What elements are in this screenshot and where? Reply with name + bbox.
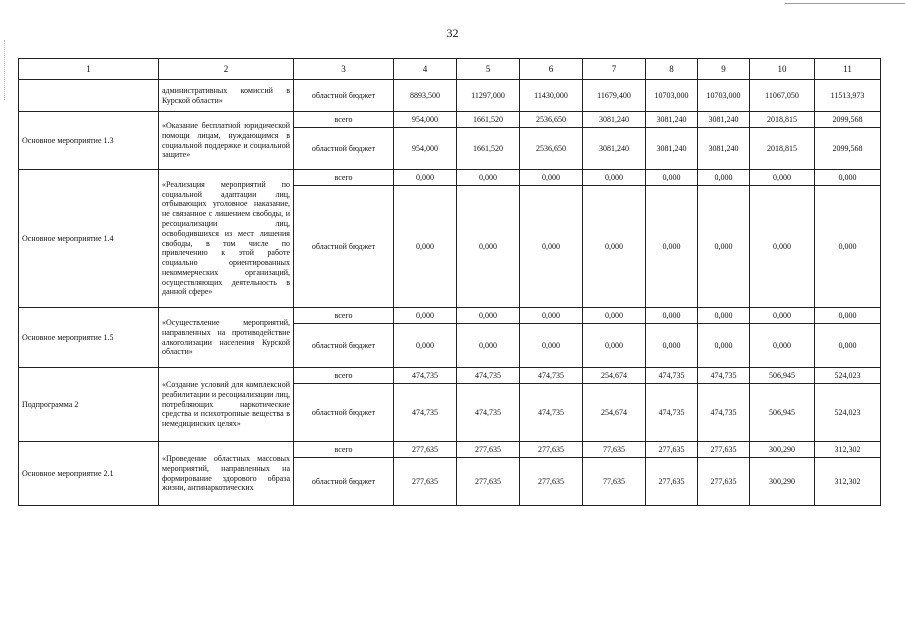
value-cell: 10703,000	[698, 80, 750, 112]
value-cell: 277,635	[394, 442, 457, 458]
funding-source: всего	[294, 170, 394, 186]
funding-source: областной бюджет	[294, 128, 394, 170]
column-header: 6	[520, 59, 583, 80]
value-cell: 1661,520	[457, 112, 520, 128]
value-cell: 312,302	[815, 458, 881, 506]
funding-source: областной бюджет	[294, 324, 394, 368]
value-cell: 0,000	[815, 170, 881, 186]
value-cell: 0,000	[646, 186, 698, 308]
value-cell: 0,000	[750, 324, 815, 368]
funding-source: всего	[294, 112, 394, 128]
value-cell: 524,023	[815, 384, 881, 442]
value-cell: 0,000	[583, 308, 646, 324]
value-cell: 0,000	[394, 324, 457, 368]
value-cell: 474,735	[520, 368, 583, 384]
value-cell: 0,000	[815, 308, 881, 324]
value-cell: 2099,568	[815, 112, 881, 128]
value-cell: 0,000	[457, 324, 520, 368]
value-cell: 77,635	[583, 458, 646, 506]
value-cell: 3081,240	[583, 112, 646, 128]
column-header: 3	[294, 59, 394, 80]
value-cell: 254,674	[583, 368, 646, 384]
value-cell: 300,290	[750, 458, 815, 506]
value-cell: 0,000	[520, 186, 583, 308]
value-cell: 2536,650	[520, 128, 583, 170]
value-cell: 277,635	[457, 442, 520, 458]
value-cell: 0,000	[646, 308, 698, 324]
value-cell: 474,735	[698, 384, 750, 442]
program-description: «Проведение областных массовых мероприятий, направленных на формирование здорового образа жизни, антинаркотических	[159, 442, 294, 506]
funding-source: областной бюджет	[294, 458, 394, 506]
value-cell: 277,635	[698, 442, 750, 458]
value-cell: 312,302	[815, 442, 881, 458]
funding-source: областной бюджет	[294, 186, 394, 308]
column-header: 5	[457, 59, 520, 80]
value-cell: 0,000	[646, 170, 698, 186]
value-cell: 0,000	[815, 324, 881, 368]
value-cell: 0,000	[394, 170, 457, 186]
value-cell: 77,635	[583, 442, 646, 458]
value-cell: 3081,240	[698, 112, 750, 128]
program-description: «Осуществление мероприятий, направленных на противодействие алкоголизации населения Курской области»	[159, 308, 294, 368]
value-cell: 254,674	[583, 384, 646, 442]
column-header: 8	[646, 59, 698, 80]
program-name	[19, 80, 159, 112]
program-description: «Создание условий для комплексной реабилитации и ресоциализации лиц, потребляющих наркотические средства и психотропные вещества в немедицинских целях»	[159, 368, 294, 442]
column-header: 7	[583, 59, 646, 80]
value-cell: 0,000	[815, 186, 881, 308]
value-cell: 474,735	[394, 368, 457, 384]
value-cell: 1661,520	[457, 128, 520, 170]
column-header: 2	[159, 59, 294, 80]
program-name: Подпрограмма 2	[19, 368, 159, 442]
value-cell: 0,000	[457, 186, 520, 308]
funding-source: областной бюджет	[294, 80, 394, 112]
value-cell: 3081,240	[698, 128, 750, 170]
value-cell: 954,000	[394, 112, 457, 128]
value-cell: 300,290	[750, 442, 815, 458]
program-name: Основное мероприятие 1.4	[19, 170, 159, 308]
program-description: административных комиссий в Курской области»	[159, 80, 294, 112]
value-cell: 277,635	[520, 458, 583, 506]
value-cell: 277,635	[646, 458, 698, 506]
binding-edge	[4, 40, 7, 100]
funding-source: областной бюджет	[294, 384, 394, 442]
table-row	[19, 112, 881, 128]
value-cell: 0,000	[750, 186, 815, 308]
value-cell: 11513,973	[815, 80, 881, 112]
table-row	[19, 80, 881, 112]
value-cell: 2018,815	[750, 128, 815, 170]
value-cell: 2018,815	[750, 112, 815, 128]
funding-source: всего	[294, 368, 394, 384]
value-cell: 3081,240	[583, 128, 646, 170]
value-cell: 474,735	[646, 368, 698, 384]
value-cell: 3081,240	[646, 112, 698, 128]
value-cell: 0,000	[520, 308, 583, 324]
top-rule	[785, 3, 905, 4]
column-header: 4	[394, 59, 457, 80]
value-cell: 524,023	[815, 368, 881, 384]
value-cell: 0,000	[457, 170, 520, 186]
value-cell: 506,945	[750, 384, 815, 442]
value-cell: 0,000	[750, 308, 815, 324]
value-cell: 10703,000	[646, 80, 698, 112]
value-cell: 474,735	[698, 368, 750, 384]
value-cell: 277,635	[698, 458, 750, 506]
value-cell: 0,000	[583, 324, 646, 368]
column-header: 1	[19, 59, 159, 80]
value-cell: 0,000	[698, 308, 750, 324]
value-cell: 0,000	[750, 170, 815, 186]
page-number: 32	[446, 26, 459, 40]
value-cell: 0,000	[583, 186, 646, 308]
value-cell: 3081,240	[646, 128, 698, 170]
value-cell: 0,000	[583, 170, 646, 186]
value-cell: 474,735	[457, 384, 520, 442]
value-cell: 0,000	[520, 170, 583, 186]
value-cell: 2536,650	[520, 112, 583, 128]
value-cell: 277,635	[394, 458, 457, 506]
value-cell: 277,635	[457, 458, 520, 506]
value-cell: 474,735	[394, 384, 457, 442]
column-header: 10	[750, 59, 815, 80]
value-cell: 11297,000	[457, 80, 520, 112]
budget-table	[18, 58, 881, 506]
program-description: «Реализация мероприятий по социальной адаптации лиц, отбывающих уголовное наказание, не связанное с лишением свободы, и ресоциализации лиц, освободившихся из мест лишения свободы, в том числе по привлечению к этой работе социально ориентированных некоммерческих организаций, осуществляющих деятельность в данной сфере»	[159, 170, 294, 308]
value-cell: 277,635	[646, 442, 698, 458]
value-cell: 2099,568	[815, 128, 881, 170]
funding-source: всего	[294, 442, 394, 458]
value-cell: 11067,050	[750, 80, 815, 112]
value-cell: 0,000	[698, 170, 750, 186]
value-cell: 506,945	[750, 368, 815, 384]
program-name: Основное мероприятие 1.3	[19, 112, 159, 170]
value-cell: 11679,400	[583, 80, 646, 112]
program-name: Основное мероприятие 1.5	[19, 308, 159, 368]
value-cell: 0,000	[520, 324, 583, 368]
table-row	[19, 308, 881, 324]
value-cell: 0,000	[698, 186, 750, 308]
column-header: 11	[815, 59, 881, 80]
value-cell: 11430,000	[520, 80, 583, 112]
value-cell: 277,635	[520, 442, 583, 458]
value-cell: 0,000	[457, 308, 520, 324]
column-header: 9	[698, 59, 750, 80]
funding-source: всего	[294, 308, 394, 324]
value-cell: 0,000	[698, 324, 750, 368]
table-row	[19, 368, 881, 384]
value-cell: 474,735	[520, 384, 583, 442]
header-row	[19, 59, 881, 80]
value-cell: 8893,500	[394, 80, 457, 112]
value-cell: 0,000	[646, 324, 698, 368]
program-name: Основное мероприятие 2.1	[19, 442, 159, 506]
table-row	[19, 442, 881, 458]
value-cell: 0,000	[394, 186, 457, 308]
value-cell: 474,735	[646, 384, 698, 442]
table-row	[19, 170, 881, 186]
value-cell: 474,735	[457, 368, 520, 384]
value-cell: 0,000	[394, 308, 457, 324]
value-cell: 954,000	[394, 128, 457, 170]
program-description: «Оказание бесплатной юридической помощи лицам, нуждающимся в социальной поддержке и социальной защите»	[159, 112, 294, 170]
